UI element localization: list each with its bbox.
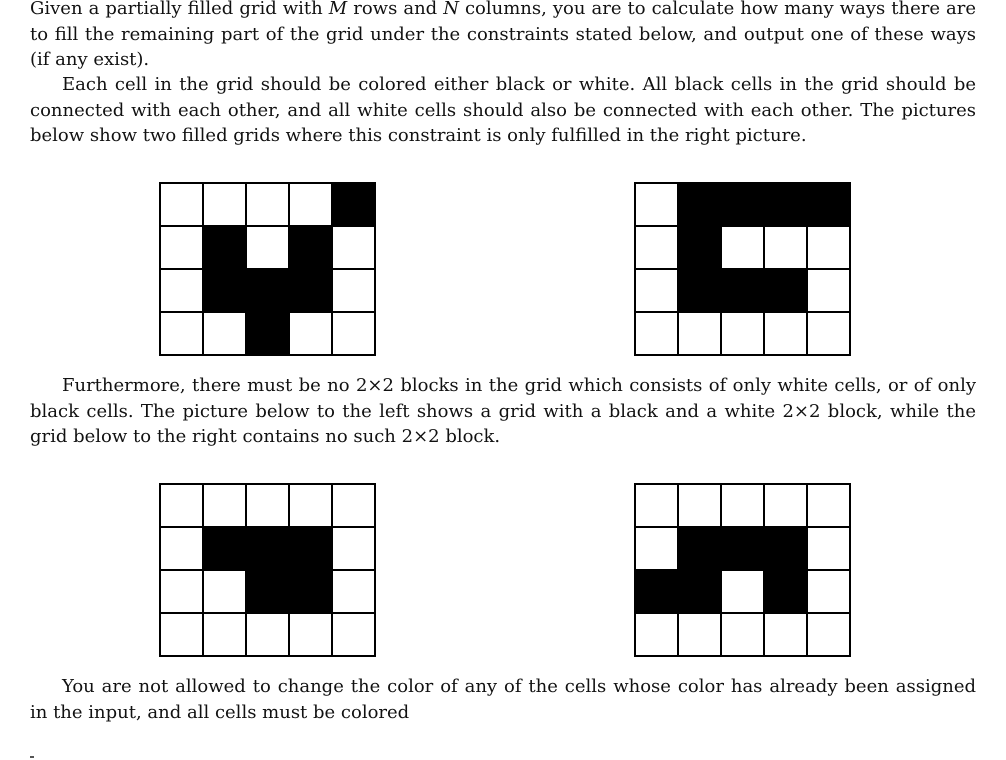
grid-cell-white: [765, 313, 806, 354]
grid-cell-white: [204, 571, 245, 612]
grid-cell-white: [636, 614, 677, 655]
grid-cell-black: [722, 528, 763, 569]
grid-cell-white: [333, 528, 374, 569]
grid-cell-black: [679, 227, 720, 268]
grid-cell-white: [722, 571, 763, 612]
intro-paragraph: [30, 0, 976, 73]
connectivity-paragraph: Each cell in the grid should be colored either black or white. All black cells in the grid should be connected with each other, and all white cells should also be connected with each other. The pictures below show two filled grids where this constraint is only fulfilled in the right picture.: [30, 74, 976, 146]
grid-cell-white: [204, 184, 245, 225]
grid-cell-white: [808, 313, 849, 354]
grid-cell-black: [722, 184, 763, 225]
grid-cell-black: [333, 184, 374, 225]
grid-connectivity-violating: [159, 182, 376, 356]
intro-text-start: Given a partially filled grid with: [30, 0, 329, 19]
page-cutoff-mark: [30, 756, 34, 758]
grid-cell-black: [247, 528, 288, 569]
grid-cell-white: [161, 571, 202, 612]
grid-cell-black: [290, 528, 331, 569]
grid-cell-white: [636, 528, 677, 569]
grid-cell-white: [161, 227, 202, 268]
grid-cell-white: [636, 313, 677, 354]
grid-cell-white: [679, 313, 720, 354]
grid-cell-white: [161, 528, 202, 569]
grid-cell-black: [765, 528, 806, 569]
grid-cell-black: [765, 270, 806, 311]
grid-cell-white: [204, 485, 245, 526]
grid-cell-white: [808, 227, 849, 268]
grid-cell-white: [722, 485, 763, 526]
grid-cell-black: [204, 227, 245, 268]
grid-cell-black: [247, 313, 288, 354]
grid-cell-white: [636, 227, 677, 268]
grid-cell-black: [247, 571, 288, 612]
grid-cell-black: [247, 270, 288, 311]
grid-cell-black: [808, 184, 849, 225]
grid-cell-black: [765, 184, 806, 225]
grid-cell-white: [808, 571, 849, 612]
grid-cell-black: [679, 270, 720, 311]
grid-cell-white: [808, 485, 849, 526]
grid-has-2x2-blocks: [159, 483, 376, 657]
grid-cell-white: [808, 270, 849, 311]
grid-cell-black: [290, 571, 331, 612]
intro-text-end: columns, you are to calculate how many ways there are to fill the remaining part of the grid under the constraints stated below, and output one of these ways (if any exist).: [30, 0, 976, 70]
grid-cell-black: [204, 270, 245, 311]
grid-cell-white: [290, 485, 331, 526]
intro-text-middle: rows and: [347, 0, 444, 19]
grid-cell-white: [722, 227, 763, 268]
grid-cell-white: [765, 227, 806, 268]
grid-cell-white: [290, 313, 331, 354]
grid-cell-white: [161, 485, 202, 526]
grid-cell-white: [161, 184, 202, 225]
grid-cell-white: [290, 184, 331, 225]
grid-cell-white: [636, 184, 677, 225]
variable-m: M: [328, 0, 348, 19]
grid-cell-black: [290, 270, 331, 311]
grid-connectivity-fulfilled: [634, 182, 851, 356]
grid-cell-white: [333, 227, 374, 268]
grid-cell-black: [636, 571, 677, 612]
block-rule-paragraph: Furthermore, there must be no 2×2 blocks in the grid which consists of only white cells, or of only black cells. The picture below to the left shows a grid with a black and a white 2×2 block, while the grid below to the right contains no such 2×2 block.: [30, 375, 976, 447]
grid-cell-white: [333, 313, 374, 354]
grid-cell-white: [722, 313, 763, 354]
grid-cell-white: [333, 485, 374, 526]
grid-cell-white: [247, 614, 288, 655]
variable-n: N: [443, 0, 459, 19]
grid-cell-white: [333, 270, 374, 311]
grid-cell-white: [679, 485, 720, 526]
grid-cell-black: [765, 571, 806, 612]
grid-cell-white: [161, 614, 202, 655]
grid-cell-white: [679, 614, 720, 655]
grid-cell-white: [247, 485, 288, 526]
grid-cell-white: [161, 270, 202, 311]
grid-cell-white: [808, 614, 849, 655]
grid-cell-white: [247, 227, 288, 268]
grid-cell-black: [679, 528, 720, 569]
grid-cell-white: [204, 614, 245, 655]
grid-cell-white: [765, 614, 806, 655]
input-rule-paragraph: You are not allowed to change the color of any of the cells whose color has already been assigned in the input, and all cells must be colored: [30, 676, 976, 723]
grid-cell-white: [333, 571, 374, 612]
grid-cell-white: [247, 184, 288, 225]
grid-cell-black: [679, 184, 720, 225]
grid-cell-black: [290, 227, 331, 268]
grid-cell-white: [636, 270, 677, 311]
grid-cell-white: [290, 614, 331, 655]
grid-cell-black: [204, 528, 245, 569]
grid-no-2x2-blocks: [634, 483, 851, 657]
grid-cell-white: [204, 313, 245, 354]
grid-cell-white: [161, 313, 202, 354]
grid-cell-white: [765, 485, 806, 526]
grid-cell-white: [636, 485, 677, 526]
grid-cell-black: [679, 571, 720, 612]
grid-cell-black: [722, 270, 763, 311]
grid-cell-white: [722, 614, 763, 655]
grid-cell-white: [333, 614, 374, 655]
grid-cell-white: [808, 528, 849, 569]
